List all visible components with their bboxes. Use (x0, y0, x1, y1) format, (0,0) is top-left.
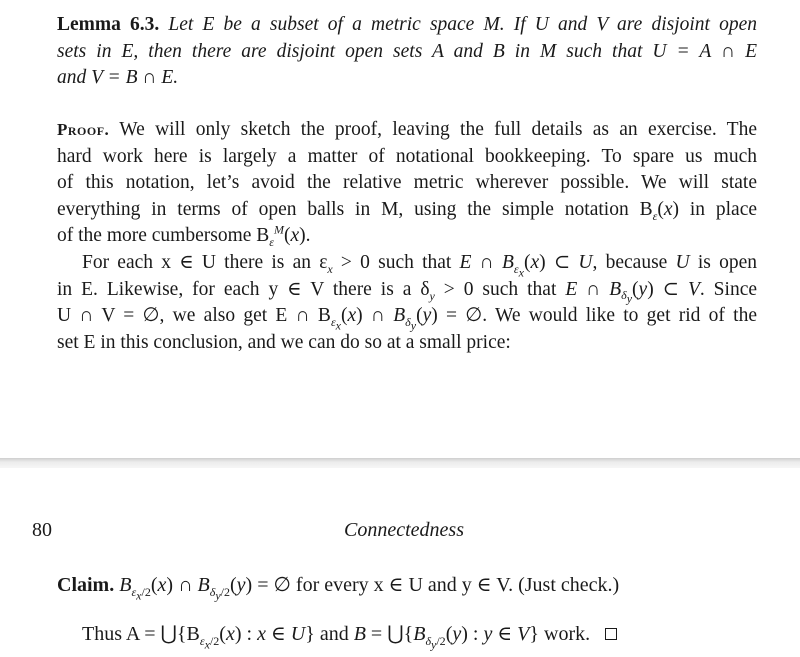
proof-line-1: We will only sketch the proof, leaving the full details as an exercise. The (119, 119, 757, 140)
lemma-line-2: sets in E, then there are disjoint open sets A and B in M such that U = A ∩ E (57, 40, 757, 62)
conclusion-line: Thus $A = ⋃\{B_{\varepsilon_x/2}(x)$ : x ∈ U} and $B = ⋃\{B_{\delta_y/2}(y)$ : y ∈ V} work. (82, 621, 617, 646)
running-head: Connectedness (344, 519, 464, 541)
proof-line-5: of the more cumbersome B (57, 225, 270, 246)
lemma-line-1: Let E be a subset of a metric space M. If U and V are disjoint open (168, 14, 757, 35)
qed-square-icon (605, 628, 617, 640)
page-divider (0, 458, 800, 468)
para2-line-4: set E in this conclusion, and we can do so at a small price: (57, 331, 511, 353)
claim-label: Claim. (57, 574, 115, 596)
proof-line-3: of this notation, let’s avoid the relative metric wherever possible. We will state (57, 172, 757, 193)
lemma-line-3: and V = B ∩ E. (57, 67, 179, 88)
conclusion-end: work. (544, 623, 591, 645)
proof-paragraph-2: For each x ∈ U there is an $\varepsilon_x > 0$ such that E ∩ $B_{\varepsilon_x}(x)$ ⊂ U, because U is open in E. Likewise, for each y ∈ V there is a $\delta_y > 0$ such that E ∩ $B_{\delta_y}(y)$ ⊂ V. Since U ∩ V = ∅, we also get E ∩ $B_{\varepsilon_x}(x)$ ∩ $B_{\delta_y}(y)$ = ∅. We would like to get rid of the set E in this conclusion, and we can do so at a small price: (57, 250, 757, 356)
claim-statement: Claim. $B_{\varepsilon_x/2}(x)$ ∩ $B_{\delta_y/2}(y)$ = ∅ for every x ∈ U and y ∈ V. (Just check.) (57, 574, 620, 603)
conclusion-text: Thus A = ⋃{B (82, 623, 200, 645)
page-number: 80 (32, 519, 52, 541)
para2-line-2: in E. Likewise, for each y ∈ V there is a δ (57, 278, 430, 300)
claim-text: for every x ∈ U and y ∈ V. (Just check.) (295, 574, 620, 596)
proof-paragraph: Proof. We will only sketch the proof, leaving the full details as an exercise. The hard work here is largely a matter of notational bookkeeping. To spare us much of this notation, let’s avoid the relative metric wherever possible. We will state everything in terms of open balls in M, using the simple notation $B_\varepsilon(x)$ in place of the more cumbersome $B_\varepsilon^M(x)$. (57, 119, 758, 249)
proof-label: Proof. (57, 120, 110, 139)
lemma-label: Lemma 6.3. (57, 14, 160, 35)
lemma-statement (57, 12, 757, 92)
para2-line-1: For each x ∈ U there is an ε (82, 252, 328, 273)
proof-line-4: everything in terms of open balls in M, using the simple notation B (57, 198, 653, 220)
para2-line-3: U ∩ V = ∅, we also get E ∩ B (57, 305, 331, 326)
proof-line-2: hard work here is largely a matter of notational bookkeeping. To spare us much (57, 145, 757, 167)
